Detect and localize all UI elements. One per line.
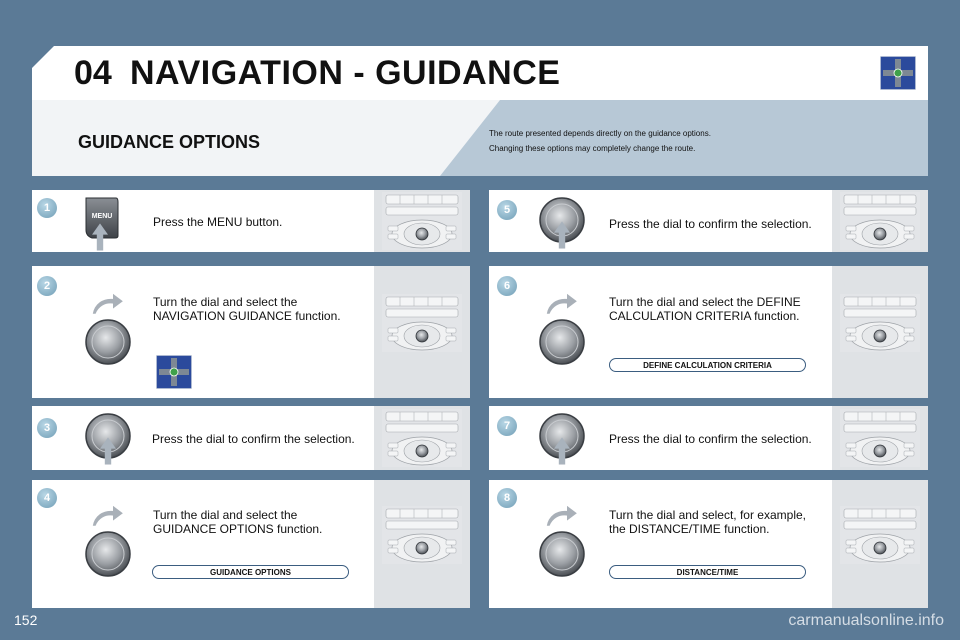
step-number-badge: 5: [497, 200, 517, 220]
turn-arrow-icon: [88, 292, 126, 316]
control-panel-illustration: [382, 294, 462, 352]
page-number: 152: [14, 612, 38, 628]
step-number-badge: 7: [497, 416, 517, 436]
dial-knob-icon: [84, 530, 132, 578]
menu-option-pill: DISTANCE/TIME: [609, 565, 806, 579]
step-number-badge: 4: [37, 488, 57, 508]
watermark: carmanualsonline.info: [788, 612, 944, 629]
step-instruction: Press the dial to confirm the selection.: [609, 217, 812, 231]
control-panel-illustration: [840, 294, 920, 352]
control-panel-illustration: [382, 192, 462, 250]
press-arrow-icon: [92, 222, 108, 252]
step-instruction: Press the dial to confirm the selection.: [152, 432, 355, 446]
step-instruction: [609, 508, 806, 536]
step-instruction: Press the MENU button.: [153, 215, 283, 229]
step-number-badge: 8: [497, 488, 517, 508]
step-instruction-line: NAVIGATION GUIDANCE function.: [153, 309, 341, 323]
menu-button-label: MENU: [91, 213, 113, 220]
step-instruction-line: the DISTANCE/TIME function.: [609, 522, 770, 536]
step-instruction-line: CALCULATION CRITERIA function.: [609, 309, 800, 323]
turn-arrow-icon: [542, 504, 580, 528]
step-number-badge: 6: [497, 276, 517, 296]
step-instruction: Press the dial to confirm the selection.: [609, 432, 812, 446]
step-number-badge: 3: [37, 418, 57, 438]
turn-arrow-icon: [542, 292, 580, 316]
step-number-badge: 2: [37, 276, 57, 296]
dial-knob-icon: [84, 318, 132, 366]
control-panel-illustration: [382, 409, 462, 467]
step-instruction-line: GUIDANCE OPTIONS function.: [153, 522, 323, 536]
press-arrow-icon: [554, 220, 570, 250]
press-arrow-icon: [100, 436, 116, 466]
control-panel-illustration: [840, 506, 920, 564]
step-instruction: [153, 508, 322, 536]
turn-arrow-icon: [88, 504, 126, 528]
intro-note-line: Changing these options may completely change the route.: [489, 144, 696, 153]
step-instruction-line: Turn the dial and select the: [153, 508, 298, 522]
step-instruction-line: Turn the dial and select, for example,: [609, 508, 806, 522]
step-instruction-line: Turn the dial and select the DEFINE: [609, 295, 801, 309]
step-instruction-line: Turn the dial and select the: [153, 295, 298, 309]
dial-knob-icon: [538, 318, 586, 366]
press-arrow-icon: [554, 436, 570, 466]
menu-option-pill: DEFINE CALCULATION CRITERIA: [609, 358, 806, 372]
navigation-guidance-icon: [156, 355, 192, 389]
control-panel-illustration: [840, 409, 920, 467]
intro-note-line: The route presented depends directly on the guidance options.: [489, 129, 711, 138]
section-heading: GUIDANCE OPTIONS: [78, 132, 261, 152]
navigation-icon: [880, 56, 916, 90]
step-instruction: [153, 295, 341, 323]
chapter-number: 04: [74, 54, 112, 92]
step-instruction: [609, 295, 801, 323]
page-title: NAVIGATION - GUIDANCE: [130, 54, 561, 92]
control-panel-illustration: [840, 192, 920, 250]
step-number-badge: 1: [37, 198, 57, 218]
menu-option-pill: GUIDANCE OPTIONS: [152, 565, 349, 579]
dial-knob-icon: [538, 530, 586, 578]
control-panel-illustration: [382, 506, 462, 564]
intro-note: [489, 126, 711, 156]
